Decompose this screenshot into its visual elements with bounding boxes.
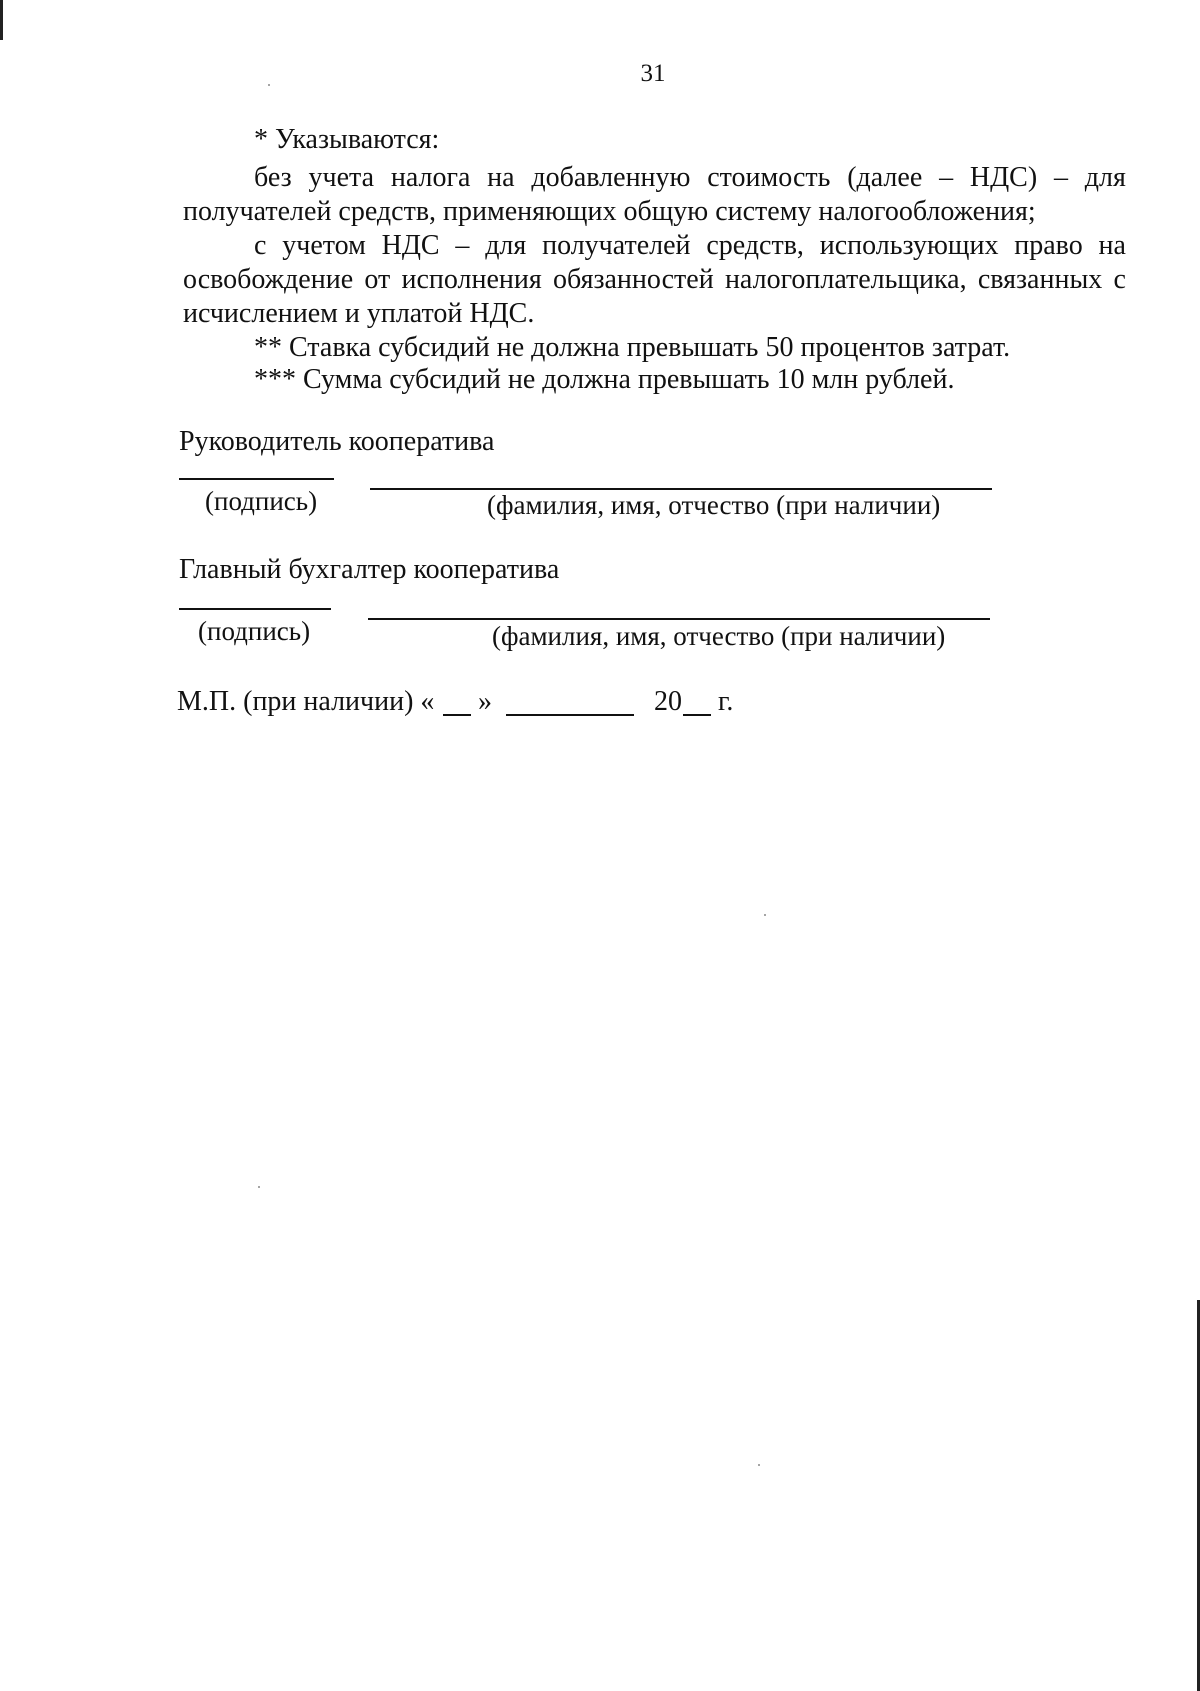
stamp-label: М.П. (при наличии) «	[177, 686, 435, 717]
accountant-signature-line	[179, 608, 331, 610]
scan-speck	[764, 914, 766, 916]
word: от	[364, 264, 391, 295]
word: налогоплательщика,	[724, 264, 967, 295]
head-signature-caption: (подпись)	[205, 486, 318, 516]
word: использующих	[819, 230, 999, 261]
word: с	[254, 230, 267, 261]
word: обязанностей	[553, 264, 714, 295]
page-number: 31	[640, 60, 666, 87]
word: связанных	[977, 264, 1103, 295]
note-line-2: получателей средств, применяющих общую систему налогообложения;	[183, 196, 1036, 227]
note-line-3	[254, 232, 1126, 260]
accountant-title: Главный бухгалтер кооператива	[179, 554, 560, 585]
word: получателей	[542, 230, 691, 261]
word: без	[254, 162, 292, 193]
note-rate-limit: ** Ставка субсидий не должна превышать 50 процентов затрат.	[254, 332, 1011, 363]
word: –	[455, 230, 470, 261]
year-suffix: г.	[718, 686, 734, 717]
month-blank	[506, 714, 634, 716]
scan-speck	[758, 1464, 760, 1466]
note-line-4	[183, 266, 1126, 294]
head-name-caption: (фамилия, имя, отчество (при наличии)	[487, 490, 941, 520]
scan-edge-left	[0, 0, 3, 40]
head-title: Руководитель кооператива	[179, 426, 495, 457]
word: –	[1053, 162, 1068, 193]
accountant-name-line	[368, 618, 990, 620]
note-intro: * Указываются:	[254, 124, 440, 155]
word: на	[1098, 230, 1126, 261]
word: на	[487, 162, 515, 193]
day-blank	[443, 714, 471, 716]
word: НДС)	[969, 162, 1038, 193]
word: добавленную	[531, 162, 691, 193]
head-signature-line	[179, 478, 334, 480]
note-line-1	[254, 164, 1126, 192]
word: средств,	[706, 230, 804, 261]
word: НДС	[381, 230, 440, 261]
word: освобождение	[183, 264, 354, 295]
note-amount-limit: *** Сумма субсидий не должна превышать 10 млн рублей.	[254, 364, 955, 395]
word: для	[485, 230, 527, 261]
accountant-name-caption: (фамилия, имя, отчество (при наличии)	[492, 621, 946, 651]
accountant-signature-caption: (подпись)	[198, 616, 311, 646]
word: для	[1084, 162, 1126, 193]
word: учетом	[282, 230, 366, 261]
word: исполнения	[401, 264, 542, 295]
word: право	[1014, 230, 1083, 261]
scan-speck	[268, 84, 270, 86]
word: налога	[390, 162, 471, 193]
scan-speck	[258, 1186, 260, 1188]
year-blank	[683, 714, 711, 716]
word: стоимость	[707, 162, 831, 193]
year-prefix: 20	[654, 686, 682, 717]
word: –	[939, 162, 954, 193]
word: (далее	[847, 162, 923, 193]
word: с	[1113, 264, 1126, 295]
close-quote: »	[478, 686, 492, 717]
word: учета	[308, 162, 375, 193]
note-line-5: исчислением и уплатой НДС.	[183, 298, 535, 329]
